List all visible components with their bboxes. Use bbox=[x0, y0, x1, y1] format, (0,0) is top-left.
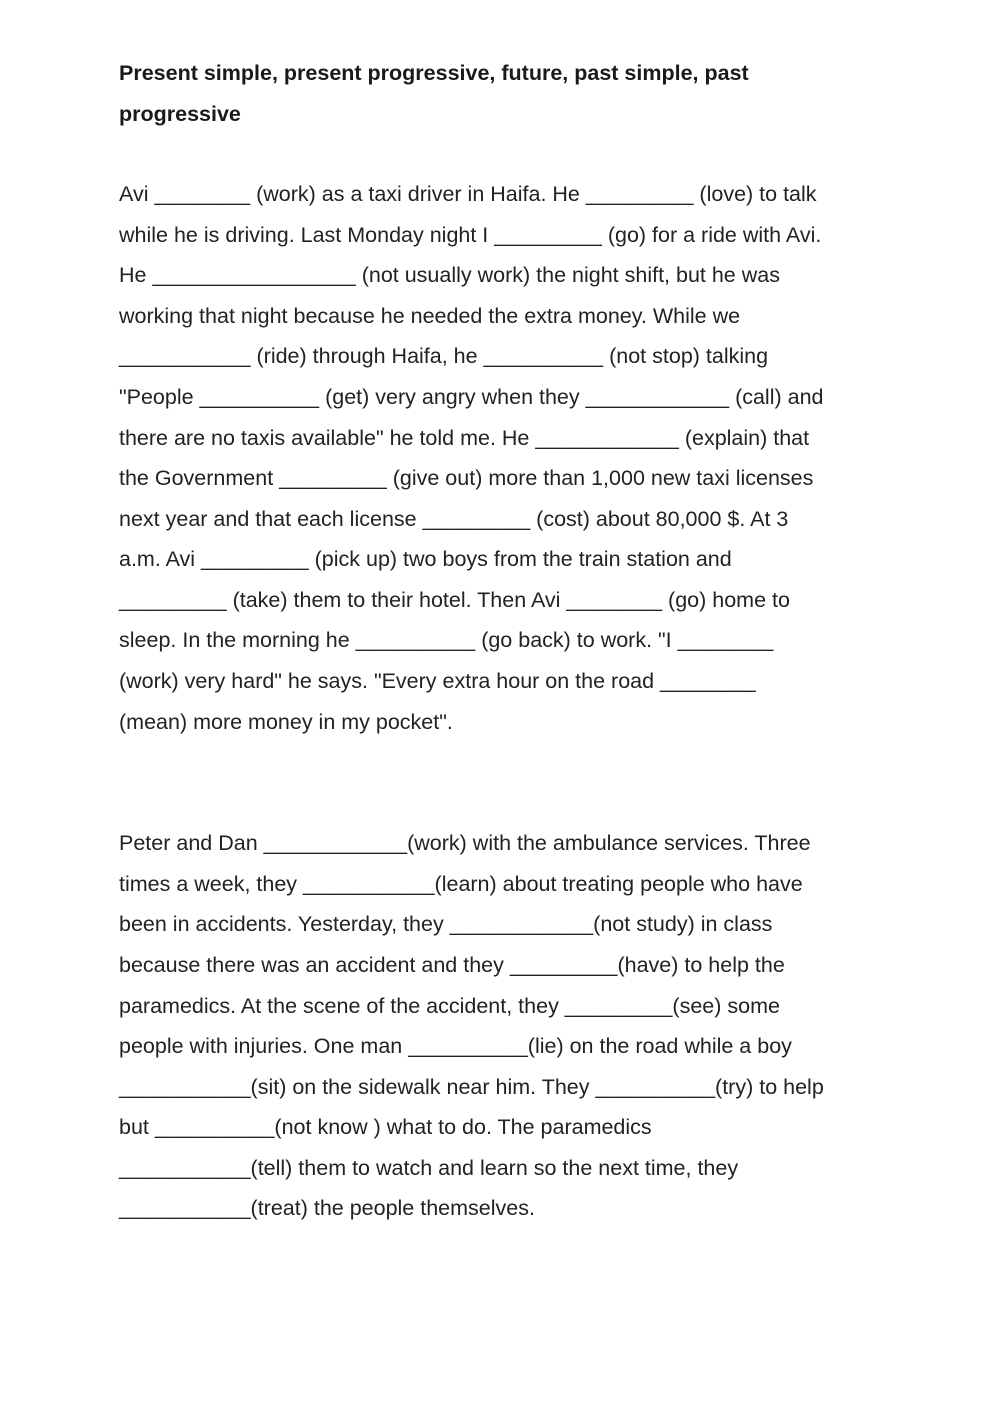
paragraph-line: there are no taxis available" he told me. He ____________ (explain) that bbox=[119, 426, 810, 450]
paragraph-line: paramedics. At the scene of the accident, they _________(see) some bbox=[119, 994, 780, 1018]
paragraph-line: times a week, they ___________(learn) about treating people who have bbox=[119, 872, 803, 896]
paragraph-line: working that night because he needed the extra money. While we bbox=[119, 304, 741, 328]
paragraph-line: a.m. Avi _________ (pick up) two boys from the train station and bbox=[119, 547, 732, 571]
paragraph-line: next year and that each license _________ (cost) about 80,000 $. At 3 bbox=[119, 507, 789, 531]
title-line-1: Present simple, present progressive, future, past simple, past bbox=[119, 61, 749, 85]
paragraph-line: (work) very hard" he says. "Every extra hour on the road ________ bbox=[119, 669, 756, 693]
paragraph-line: ___________(treat) the people themselves. bbox=[119, 1196, 535, 1220]
paragraph-line: "People __________ (get) very angry when they ____________ (call) and bbox=[119, 385, 824, 409]
paragraph-line: (mean) more money in my pocket". bbox=[119, 710, 453, 734]
paragraph-line: He _________________ (not usually work) the night shift, but he was bbox=[119, 263, 780, 287]
paragraph-line: the Government _________ (give out) more than 1,000 new taxi licenses bbox=[119, 466, 814, 490]
paragraph-line: ___________(tell) them to watch and learn so the next time, they bbox=[119, 1156, 739, 1180]
paragraph-line: because there was an accident and they _________(have) to help the bbox=[119, 953, 785, 977]
paragraph-line: Avi ________ (work) as a taxi driver in Haifa. He _________ (love) to talk bbox=[119, 182, 817, 206]
title-line-2: progressive bbox=[119, 101, 241, 126]
paragraph-line: but __________(not know ) what to do. The paramedics bbox=[119, 1115, 652, 1139]
paragraph-line: ___________ (ride) through Haifa, he __________ (not stop) talking bbox=[119, 344, 769, 368]
paragraph-line: sleep. In the morning he __________ (go back) to work. "I ________ bbox=[119, 628, 774, 652]
paragraph-line: Peter and Dan ____________(work) with the ambulance services. Three bbox=[119, 831, 811, 855]
worksheet-title bbox=[119, 53, 899, 134]
paragraph-line: people with injuries. One man __________(lie) on the road while a boy bbox=[119, 1034, 792, 1058]
paragraph-line: ___________(sit) on the sidewalk near him. They __________(try) to help bbox=[119, 1075, 824, 1099]
paragraph-line: while he is driving. Last Monday night I _________ (go) for a ride with Avi. bbox=[119, 223, 822, 247]
paragraph-line: _________ (take) them to their hotel. Then Avi ________ (go) home to bbox=[119, 588, 790, 612]
paragraph-line: been in accidents. Yesterday, they ____________(not study) in class bbox=[119, 912, 773, 936]
